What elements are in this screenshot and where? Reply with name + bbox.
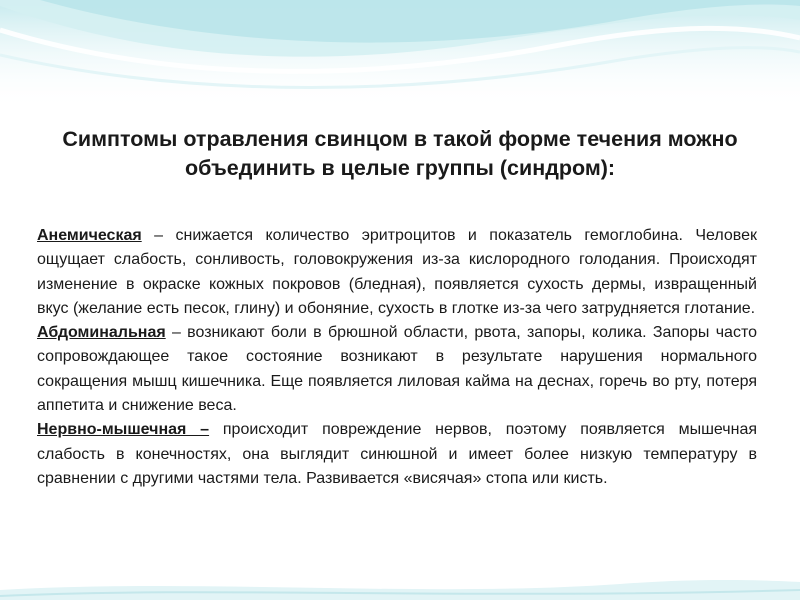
section-term: Анемическая bbox=[37, 227, 142, 244]
section-anemic bbox=[37, 224, 757, 321]
section-text: происходит повреждение нервов, поэтому появляется мышечная слабость в конечностях, она выглядит синюшной и имеет более низкую температуру в сравнении с другими частями тела. Развивается «висячая» стопа или кисть. bbox=[37, 421, 758, 487]
section-text: – возникают боли в брюшной области, рвота, запоры, колика. Запоры часто сопровождающее такое состояние возникают в результате нарушения нормального сокращения мышц кишечника. Еще появляется лиловая кайма на деснах, горечь во рту, потеря аппетита и снижение веса. bbox=[37, 324, 757, 415]
section-text: – снижается количество эритроцитов и показатель гемоглобина. Человек ощущает слабость, сонливость, головокружения из-за кислородного голодания. Происходят изменение в окраске кожных покровов (бледная), появляется сухость дермы, извращенный вкус (желание есть песок, глину) и обоняние, сухость в глотке из-за чего затрудняется глотание. bbox=[37, 227, 757, 317]
decorative-wave-top bbox=[0, 0, 800, 110]
slide-title: Симптомы отравления свинцом в такой форме течения можно объединить в целые группы (синдром): bbox=[62, 127, 738, 180]
section-neuromuscular bbox=[37, 418, 757, 491]
section-abdominal bbox=[37, 321, 757, 418]
section-term: Абдоминальная bbox=[37, 324, 166, 342]
section-term: Нервно-мышечная – bbox=[37, 421, 210, 439]
slide-body bbox=[37, 224, 757, 491]
decorative-wave-bottom bbox=[0, 570, 800, 600]
